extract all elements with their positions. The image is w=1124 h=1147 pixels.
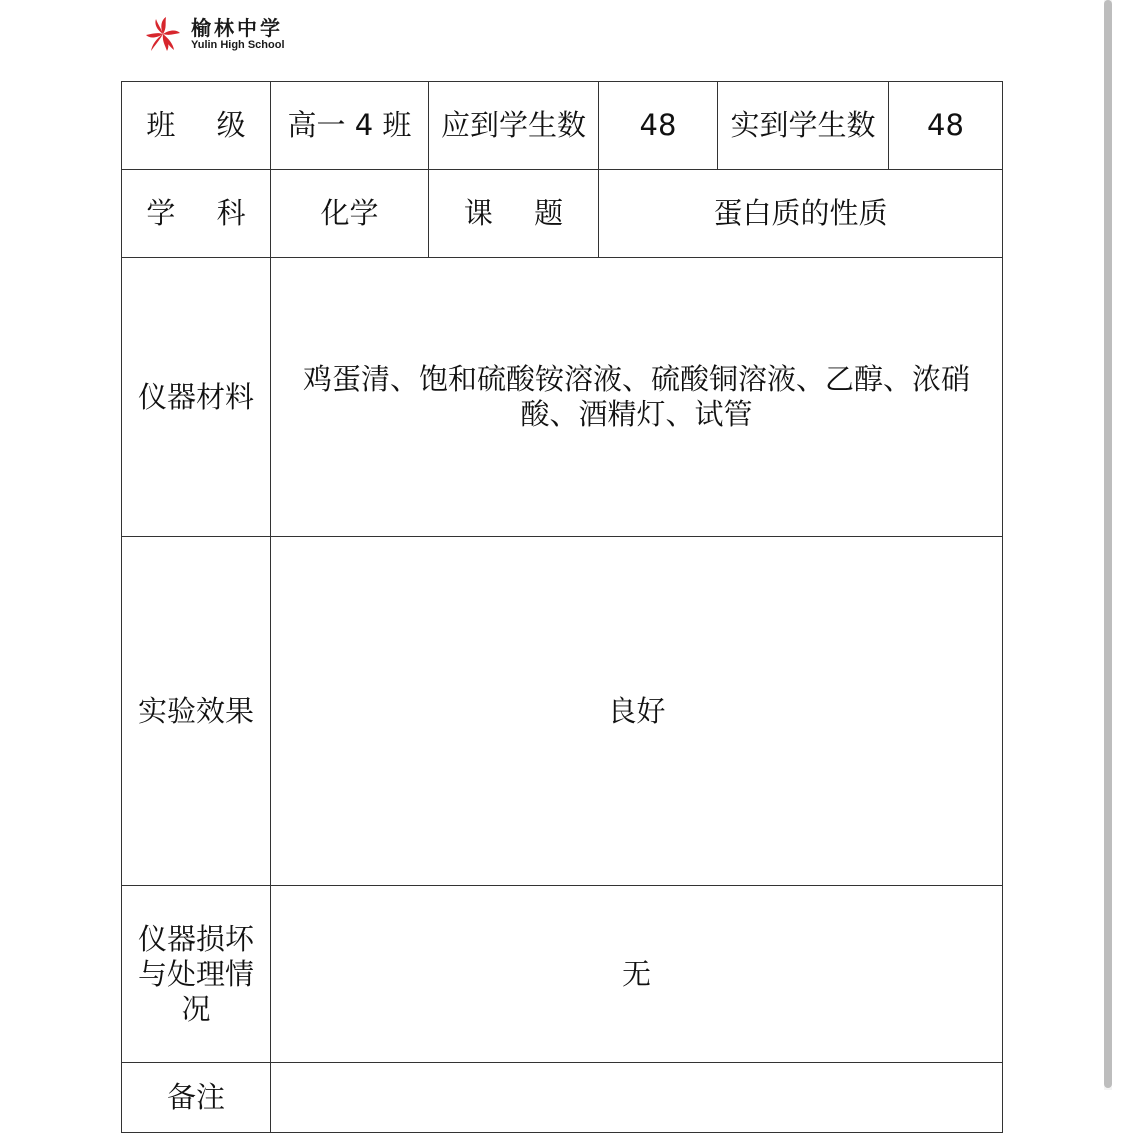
class-label: 班 级 (122, 82, 271, 170)
school-name (191, 17, 285, 52)
expected-students-label: 应到学生数 (429, 82, 599, 170)
remarks-value (271, 1063, 1003, 1133)
topic-value: 蛋白质的性质 (599, 170, 1003, 258)
scrollbar-thumb[interactable] (1104, 0, 1112, 1088)
remarks-label: 备注 (122, 1063, 271, 1133)
table-row-class-info (122, 82, 1003, 170)
result-value: 良好 (271, 537, 1003, 886)
experiment-record-table (121, 81, 1003, 1133)
school-emblem-icon (143, 14, 183, 54)
table-row-result (122, 537, 1003, 886)
damage-label: 仪器损坏与处理情况 (122, 886, 271, 1063)
materials-label: 仪器材料 (122, 258, 271, 537)
school-logo (143, 12, 285, 56)
table-row-subject (122, 170, 1003, 258)
result-label: 实验效果 (122, 537, 271, 886)
table-row-materials (122, 258, 1003, 537)
table-row-remarks (122, 1063, 1003, 1133)
expected-students-value: 48 (599, 82, 718, 170)
actual-students-value: 48 (889, 82, 1003, 170)
topic-label: 课 题 (429, 170, 599, 258)
subject-label: 学 科 (122, 170, 271, 258)
materials-value: 鸡蛋清、饱和硫酸铵溶液、硫酸铜溶液、乙醇、浓硝酸、酒精灯、试管 (271, 258, 1003, 537)
damage-value: 无 (271, 886, 1003, 1063)
subject-value: 化学 (271, 170, 429, 258)
school-name-en: Yulin High School (191, 38, 285, 51)
class-value: 高一 4 班 (271, 82, 429, 170)
table-row-damage (122, 886, 1003, 1063)
actual-students-label: 实到学生数 (718, 82, 889, 170)
school-name-cn: 榆林中学 (191, 15, 283, 40)
